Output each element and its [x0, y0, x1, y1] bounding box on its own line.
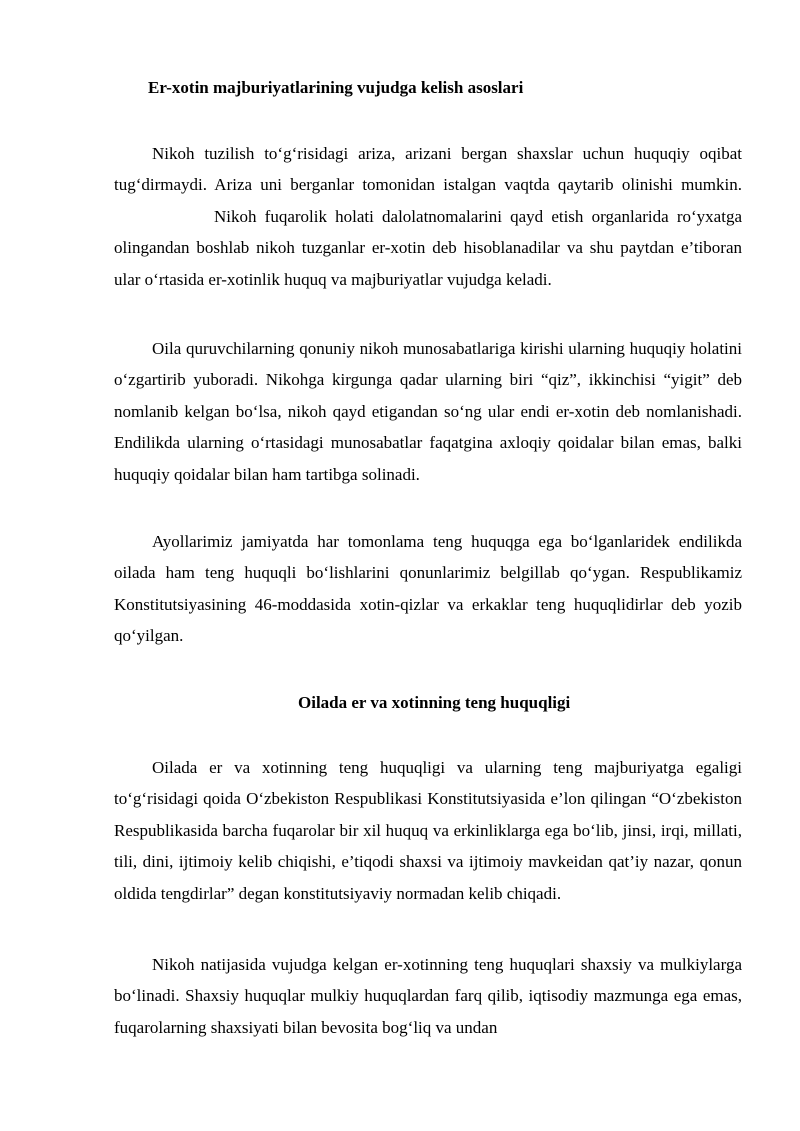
- paragraph-marriage-application: [114, 138, 742, 295]
- paragraph-legal-status: Oila quruvchilarning qonuniy nikoh munosabatlariga kirishi ularning huquqiy holatini o‘zgartirib yuboradi. Nikohga kirgunga qadar ularning biri “qiz”, ikkinchisi “yigit” deb nomlanib kelgan bo‘lsa, nikoh qayd etigandan so‘ng ular endi er-xotin deb nomlanishadi. Endilikda ularning o‘rtasidagi munosabatlar faqatgina axloqiy qoidalar bilan emas, balki huquqiy qoidalar bilan ham tartibga solinadi.: [114, 339, 742, 484]
- section-heading-obligations: Er-xotin majburiyatlarining vujudga kelish asoslari: [148, 78, 524, 97]
- paragraph-sentence-application: Nikoh tuzilish to‘g‘risidagi ariza, arizani bergan shaxslar uchun huquqiy oqibat tug‘dirmaydi. Ariza uni berganlar tomonidan istalgan vaqtda qaytarib olinishi mumkin.: [114, 144, 742, 195]
- paragraph-personal-property-rights: Nikoh natijasida vujudga kelgan er-xotinning teng huquqlari shaxsiy va mulkiylarga bo‘linadi. Shaxsiy huquqlar mulkiy huquqlardan farq qilib, iqtisodiy mazmunga ega emas, fuqarolarning shaxsiyati bilan bevosita bog‘liq va undan: [114, 955, 742, 1037]
- paragraph-sentence-registration: Nikoh fuqarolik holati dalolatnomalarini qayd etish organlarida ro‘yxatga olingandan boshlab nikoh tuzganlar er-xotin deb hisoblanadilar va shu paytdan e’tiboran ular o‘rtasida er-xotinlik huquq va majburiyatlar vujudga keladi.: [114, 206, 742, 289]
- section-heading-equal-rights: Oilada er va xotinning teng huquqligi: [298, 693, 571, 712]
- paragraph-constitution-norm: Oilada er va xotinning teng huquqligi va ularning teng majburiyatga egaligi to‘g‘risidagi qoida O‘zbekiston Respublikasi Konstitutsiyasida e’lon qilingan “O‘zbekiston Respublikasida barcha fuqarolar bir xil huquq va erkinliklarga ega bo‘lib, jinsi, irqi, millati, tili, dini, ijtimoiy kelib chiqishi, e’tiqodi shaxsi va ijtimoiy mavkeidan qat’iy nazar, qonun oldida tengdirlar” degan konstitutsiyaviy normadan kelib chiqadi.: [114, 758, 742, 903]
- paragraph-women-equality: Ayollarimiz jamiyatda har tomonlama teng huquqga ega bo‘lganlaridek endilikda oilada ham teng huquqli bo‘lishlarini qonunlarimiz belgillab qo‘ygan. Respublikamiz Konstitutsiyasining 46-moddasida xotin-qizlar va erkaklar teng huquqlidirlar deb yozib qo‘yilgan.: [114, 532, 742, 646]
